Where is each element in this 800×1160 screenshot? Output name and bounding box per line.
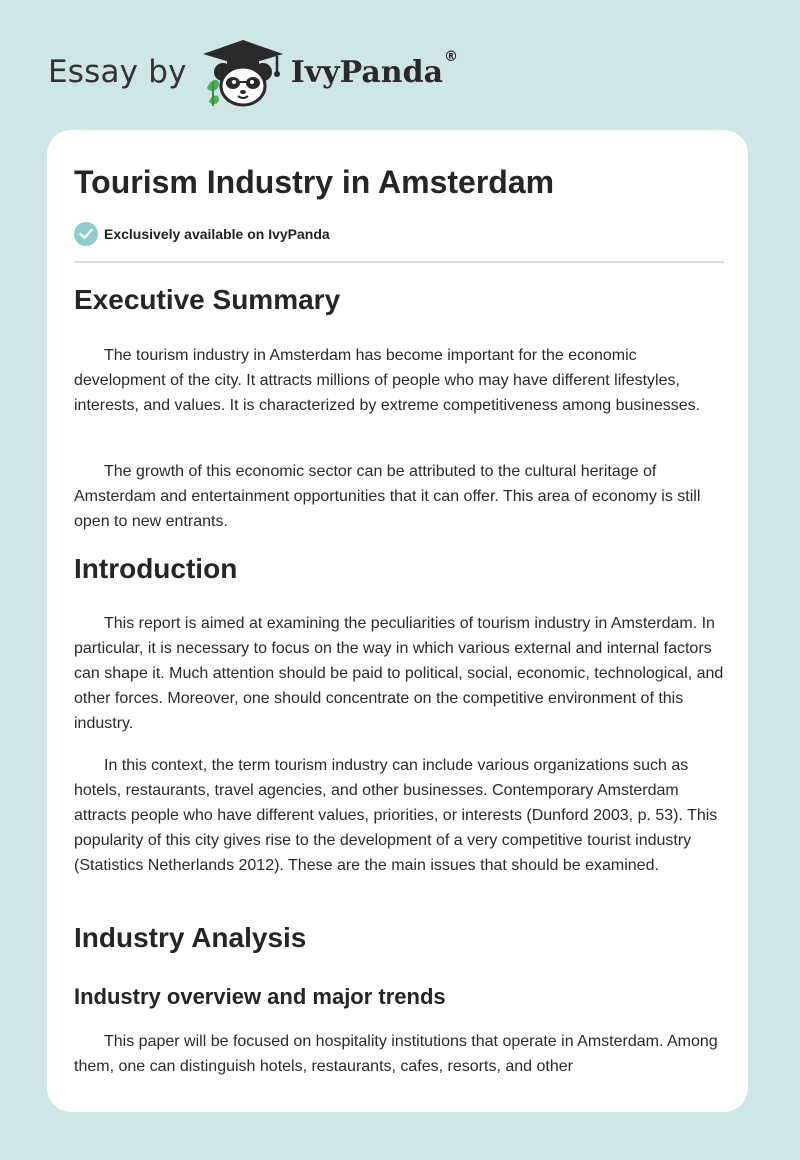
paragraph: In this context, the term tourism industry can include various organizations such as hotels, restaurants, travel agencies, and other businesses. Contemporary Amsterdam attracts people who have different values, priorities, or interests (Dunford 2003, p. 53). This popularity of this city gives rise to the development of a very competitive tourist industry (Statistics Netherlands 2012). These are the main issues that should be examined.: [74, 757, 718, 874]
paragraph: This paper will be focused on hospitality institutions that operate in Amsterdam. Among them, one can distinguish hotels, restaurants, cafes, resorts, and other: [74, 1033, 718, 1075]
divider: [74, 261, 724, 263]
page-title: Tourism Industry in Amsterdam: [74, 164, 555, 200]
brand-name-text: IvyPanda: [290, 54, 444, 90]
badge-text: Exclusively available on IvyPanda: [104, 226, 330, 242]
section-heading-industry-analysis: Industry Analysis: [74, 922, 307, 953]
section-heading-executive-summary: Executive Summary: [74, 284, 341, 315]
panda-graduate-icon: [199, 36, 287, 108]
subsection-heading-industry-overview: Industry overview and major trends: [74, 984, 446, 1009]
paragraph: The tourism industry in Amsterdam has become important for the economic development of the city. It attracts millions of people who may have different lifestyles, interests, and values. It is characterized by extreme competitiveness among businesses.: [74, 347, 701, 414]
brand-header[interactable]: [48, 36, 458, 108]
brand-name: [290, 48, 459, 90]
paragraph: The growth of this economic sector can be attributed to the cultural heritage of Amsterdam and entertainment opportunities that it can offer. This area of economy is still open to new entrants.: [74, 463, 701, 530]
brand-prefix: Essay by: [48, 54, 187, 90]
availability-badge: [74, 222, 330, 246]
registered-mark: ®: [444, 48, 459, 65]
section-heading-introduction: Introduction: [74, 553, 238, 584]
paragraph: This report is aimed at examining the peculiarities of tourism industry in Amsterdam. In particular, it is necessary to focus on the way in which various external and internal factors can shape it. Much attention should be paid to political, social, economic, technological, and other forces. Moreover, one should concentrate on the competitive environment of this industry.: [74, 615, 724, 732]
essay-card: [47, 130, 748, 1112]
check-icon: [74, 222, 98, 246]
